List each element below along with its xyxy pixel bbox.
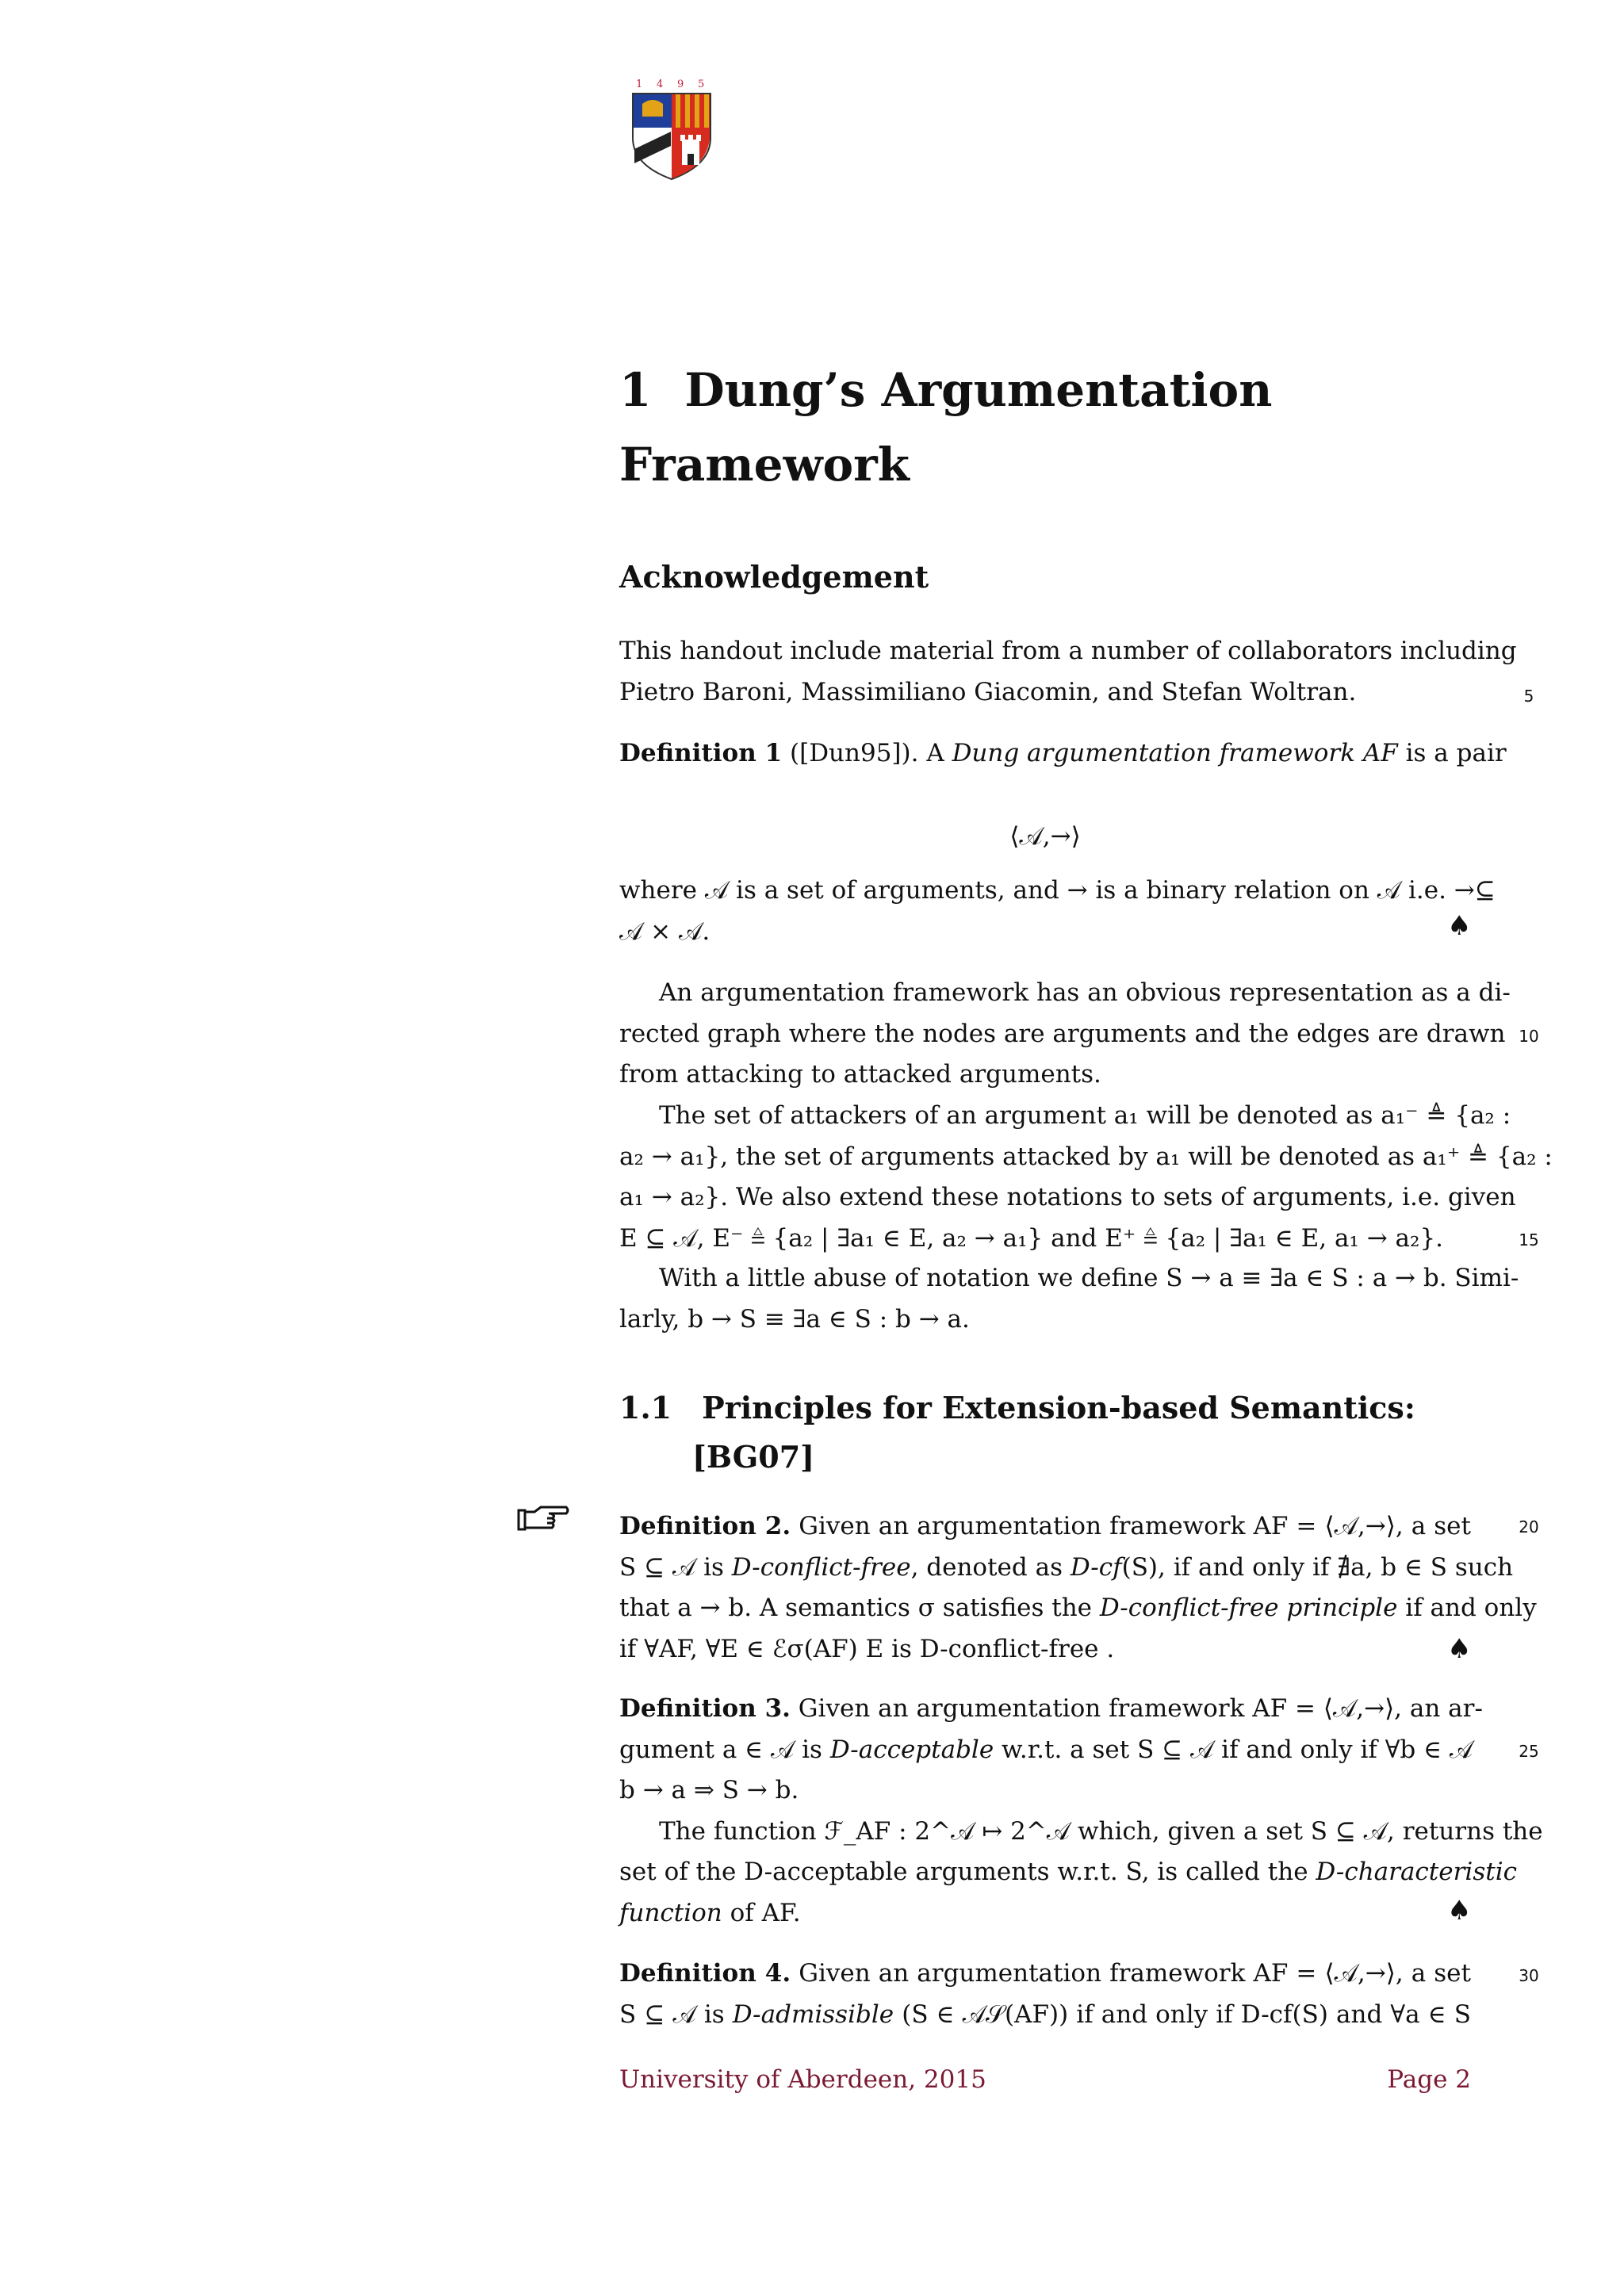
definition-term: D-characteristic bbox=[1316, 1858, 1517, 1887]
definition-label: Definition 3. bbox=[619, 1694, 791, 1723]
definition-text: (S ∈ 𝒜𝒮(AF)) if and only if D-cf(S) and ∀a ∈ S bbox=[902, 1999, 1471, 2029]
definition-text: S ⊆ 𝒜 is bbox=[619, 1552, 724, 1582]
acknowledgement-line: Pietro Baroni, Massimiliano Giacomin, and Stefan Woltran. bbox=[619, 677, 1357, 706]
definition-text: Given an argumentation framework AF = ⟨𝒜,→⟩, a set bbox=[799, 1959, 1471, 1988]
definition-text: (S), if and only if ∄a, b ∈ S such bbox=[1121, 1552, 1514, 1582]
paragraph-line: from attacking to attacked arguments. bbox=[619, 1060, 1101, 1089]
definition-term: D-acceptable bbox=[829, 1735, 994, 1764]
line-number: 5 bbox=[1523, 687, 1534, 706]
definition-text: is a pair bbox=[1405, 739, 1507, 767]
qed-spade-icon: ♠ bbox=[1447, 1633, 1472, 1665]
definition-term: D-admissible bbox=[732, 1999, 894, 2029]
definition-term: D-conflict-free principle bbox=[1099, 1594, 1398, 1623]
paragraph-graph bbox=[619, 973, 1511, 1096]
definition-label: Definition 4. bbox=[619, 1959, 791, 1988]
paragraph-line: An argumentation framework has an obvious representation as a di- bbox=[659, 978, 1511, 1007]
definition-label: Definition 1 bbox=[619, 739, 783, 767]
definition-text: , denoted as bbox=[910, 1552, 1063, 1582]
definition-line: where 𝒜 is a set of arguments, and → is a binary relation on 𝒜 i.e. →⊆ bbox=[619, 876, 1496, 905]
definition-citation: ([Dun95]). bbox=[790, 739, 919, 767]
definition-text: gument a ∈ 𝒜 is bbox=[619, 1735, 822, 1764]
paragraph-line: rected graph where the nodes are arguments and the edges are drawn bbox=[619, 1019, 1506, 1048]
section-number: 1 bbox=[619, 363, 652, 417]
definition-1 bbox=[619, 733, 1507, 775]
section-heading bbox=[619, 353, 1471, 502]
pointing-hand-icon bbox=[517, 1502, 569, 1534]
definition-term: function bbox=[619, 1898, 722, 1927]
qed-spade-icon: ♠ bbox=[1447, 910, 1472, 942]
definition-text: if ∀AF, ∀E ∈ ℰσ(AF) E is D-conflict-free . bbox=[619, 1634, 1115, 1663]
definition-text: S ⊆ 𝒜 is bbox=[619, 1999, 725, 2029]
crest-year-digit: 9 bbox=[677, 78, 684, 90]
definition-text: if and only bbox=[1405, 1594, 1537, 1623]
definition-1-where bbox=[619, 871, 1496, 952]
line-number: 30 bbox=[1519, 1966, 1539, 1985]
definition-line: 𝒜 × 𝒜. bbox=[619, 916, 710, 946]
line-number: 15 bbox=[1519, 1230, 1539, 1249]
definition-text: w.r.t. a set S ⊆ 𝒜 if and only if ∀b ∈ 𝒜 bbox=[1002, 1735, 1473, 1764]
acknowledgement-heading: Acknowledgement bbox=[619, 559, 929, 595]
definition-text: Given an argumentation framework AF = ⟨𝒜,→⟩, an ar- bbox=[798, 1694, 1483, 1723]
section-title-line2: Framework bbox=[619, 438, 910, 492]
definition-4 bbox=[619, 1954, 1471, 2035]
subsection-heading bbox=[619, 1383, 1471, 1482]
section-title-line1: Dung’s Argumentation bbox=[684, 363, 1273, 417]
acknowledgement-paragraph bbox=[619, 631, 1517, 713]
line-number: 20 bbox=[1519, 1517, 1539, 1536]
paragraph-line: E ⊆ 𝒜, E⁻ ≜ {a₂ | ∃a₁ ∈ E, a₂ → a₁} and E⁺ ≜ {a₂ | ∃a₁ ∈ E, a₁ → a₂}. bbox=[619, 1223, 1444, 1253]
display-formula: ⟨𝒜,→⟩ bbox=[1009, 822, 1081, 851]
paragraph-line: a₂ → a₁}, the set of arguments attacked by a₁ will be denoted as a₁⁺ ≜ {a₂ : bbox=[619, 1142, 1553, 1171]
crest-year-digit: 4 bbox=[657, 78, 664, 90]
subsection-number: 1.1 bbox=[619, 1390, 672, 1425]
definition-term: D-cf bbox=[1070, 1552, 1122, 1582]
paragraph-line: a₁ → a₂}. We also extend these notations to sets of arguments, i.e. given bbox=[619, 1183, 1516, 1212]
paragraph-line: With a little abuse of notation we define S → a ≡ ∃a ∈ S : a → b. Simi- bbox=[659, 1264, 1519, 1292]
definition-term: D-conflict-free bbox=[731, 1552, 911, 1582]
crest-year-digit: 1 bbox=[636, 78, 643, 90]
definition-text: The function ℱ_AF : 2^𝒜 ↦ 2^𝒜 which, given a set S ⊆ 𝒜, returns the bbox=[659, 1816, 1543, 1846]
definition-text: A bbox=[926, 739, 944, 767]
definition-label: Definition 2. bbox=[619, 1512, 791, 1540]
definition-text: b → a ⇒ S → b. bbox=[619, 1776, 799, 1805]
subsection-title-line1: Principles for Extension-based Semantics: bbox=[702, 1390, 1415, 1425]
definition-text: set of the D-acceptable arguments w.r.t. S, is called the bbox=[619, 1858, 1308, 1887]
footer-left: University of Aberdeen, 2015 bbox=[619, 2065, 986, 2094]
line-number: 10 bbox=[1519, 1027, 1539, 1046]
acknowledgement-line: This handout include material from a number of collaborators including bbox=[619, 637, 1517, 665]
definition-term: Dung argumentation framework AF bbox=[952, 739, 1398, 767]
subsection-title-line2: [BG07] bbox=[692, 1439, 815, 1475]
line-number: 25 bbox=[1519, 1742, 1539, 1761]
definition-text: of AF. bbox=[730, 1898, 801, 1927]
paragraph-line: larly, b → S ≡ ∃a ∈ S : b → a. bbox=[619, 1304, 970, 1334]
qed-spade-icon: ♠ bbox=[1447, 1895, 1472, 1927]
definition-text: that a → b. A semantics σ satisfies the bbox=[619, 1594, 1093, 1623]
university-crest bbox=[626, 76, 722, 184]
crest-shield-icon bbox=[626, 76, 722, 184]
paragraph-line: The set of attackers of an argument a₁ will be denoted as a₁⁻ ≜ {a₂ : bbox=[659, 1101, 1511, 1130]
crest-year-digit: 5 bbox=[698, 78, 705, 90]
paragraph-abuse bbox=[619, 1258, 1519, 1340]
footer-right: Page 2 bbox=[1387, 2065, 1471, 2094]
definition-text: Given an argumentation framework AF = ⟨𝒜,→⟩, a set bbox=[799, 1512, 1471, 1540]
